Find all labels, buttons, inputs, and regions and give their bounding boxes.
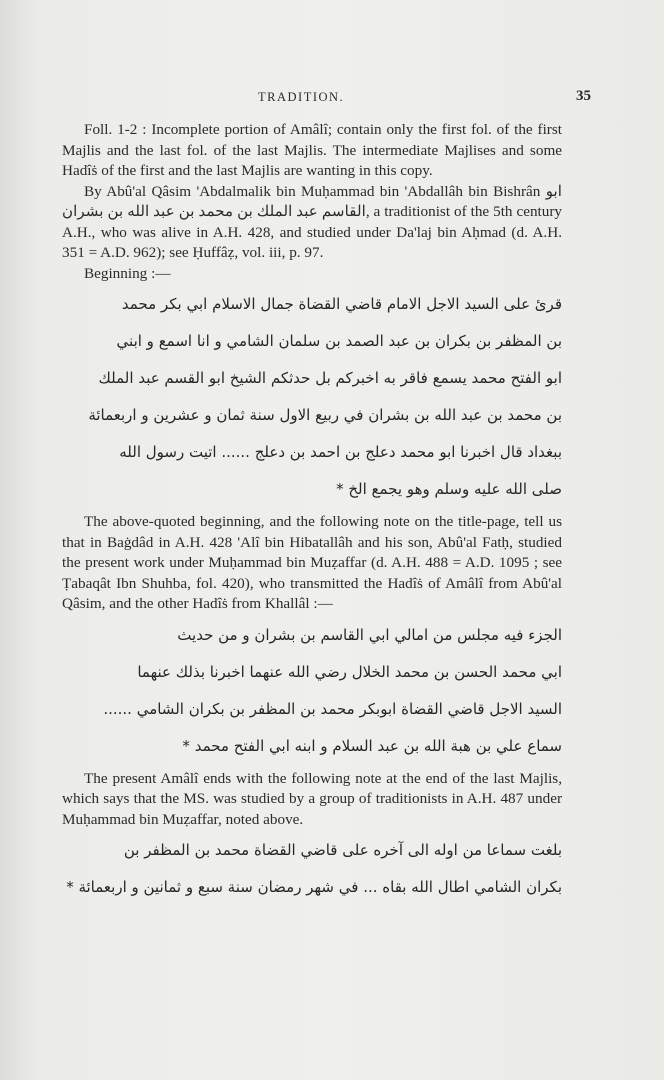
arabic-line: ابو الفتح محمد يسمع فاقر به اخبركم بل حدثكم الشيخ ابو القسم عبد الملك: [98, 369, 562, 387]
page-body: [62, 120, 562, 910]
arabic-line: بن محمد بن عبد الله بن بشران في ربيع الاول سنة ثمان و عشرين و اربعمائة: [88, 406, 562, 424]
arabic-line: الجزء فيه مجلس من امالي ابي القاسم بن بشران و من حديث: [177, 625, 562, 644]
paragraph-beginning-label: Beginning :—: [84, 264, 171, 282]
arabic-line: قرئ على السيد الاجل الامام قاضي القضاة جمال الاسلام ابي بكر محمد: [121, 295, 562, 313]
arabic-title-note-text: [62, 617, 562, 765]
arabic-beginning-text: [62, 286, 562, 508]
arabic-line: ببغداد قال اخبرنا ابو محمد دعلج بن احمد بن دعلج ...... اتيت رسول الله: [119, 443, 562, 461]
running-title: TRADITION.: [258, 90, 345, 104]
arabic-line: بكران الشامي اطال الله بقاه ... في شهر رمضان سنة سبع و ثمانين و اربعمائة *: [66, 878, 562, 896]
arabic-line: ابي محمد الحسن بن محمد الخلال رضي الله عنهما اخبرنا بذلك عنهما: [137, 662, 562, 681]
arabic-line: سماع علي بن هبة الله بن عبد السلام و ابنه ابي الفتح محمد *: [182, 736, 562, 755]
paragraph-author: By Abû'al Qâsim 'Abdalmalik bin Muḥammad bin 'Abdallâh bin Bishrân ابو القاسم عبد الملك بن محمد بن عبد الله بن بشران, a traditionist of the 5th century A.H., who was alive in A.H. 428, and studied under Da'laj bin Aḥmad (d. A.H. 351 = A.D. 962); see Ḥuffâẓ, vol. iii, p. 97.: [62, 182, 562, 261]
paragraph-title-page-note: The above-quoted beginning, and the following note on the title-page, tell us that in Baġdâd in A.H. 428 'Alî bin Hibatallâh and his son, Abû'al Fatḥ, studied the present work under Muḥammad bin Muẓaffar (d. A.H. 488 = A.D. 1095 ; see Ṭabaqât Ibn Shuhba, fol. 420), who transmitted the Hadîṡ of Amâlî from Abû'al Qâsim, and the other Hadîṡ from Khallâl :—: [62, 513, 562, 612]
arabic-line: السيد الاجل قاضي القضاة ابوبكر محمد بن المظفر بن بكران الشامي ......: [103, 699, 562, 718]
paragraph-ending-note: The present Amâlî ends with the following note at the end of the last Majlis, which says that the MS. was studied by a group of traditionists in A.H. 487 under Muḥammad bin Muẓaffar, noted above.: [62, 769, 562, 828]
arabic-line: بلغت سماعا من اوله الى آخره على قاضي القضاة محمد بن المظفر بن: [123, 841, 562, 859]
paragraph-description: Foll. 1-2 : Incomplete portion of Amâlî; contain only the first fol. of the first Majlis and the last fol. of the last Majlis. The intermediate Majlises and some Hadîṡ of the first and the last Majlis are wanting in this copy.: [62, 121, 562, 179]
arabic-line: صلى الله عليه وسلم وهو يجمع الخ *: [336, 480, 562, 498]
page-number: 35: [576, 88, 591, 104]
running-head: [0, 90, 664, 110]
arabic-line: بن المظفر بن بكران بن عبد الصمد بن سلمان الشامي و انا اسمع و ابني: [116, 332, 562, 350]
arabic-end-note-text: [62, 832, 562, 906]
